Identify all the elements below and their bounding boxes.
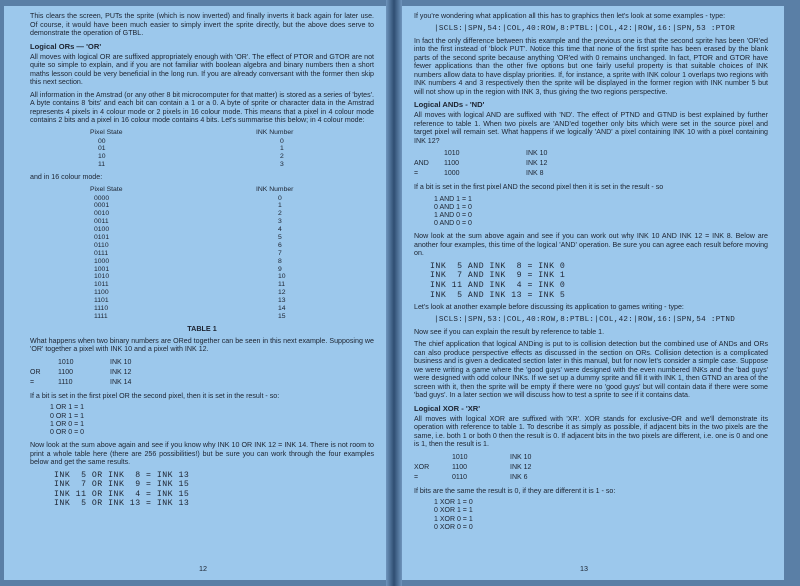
- table-header: [30, 129, 374, 138]
- cell-pixel: 0000: [94, 194, 110, 202]
- sum-row: [414, 453, 768, 463]
- cell-pixel: 0110: [94, 241, 109, 249]
- and-paragraph-6: The chief application that logical ANDing is put to is collision detection but the combined use of ANDs and ORs can also produce perspective effects as discussed in the section on ORs. Collision detection is a complicated business and is given a dedicated section later in this manual, but for now let's consider a simple case. Suppose we were writing a game where the 'good guys' were designed with the even numbered INKs and the 'bad guys' were designed with odd colour INKs. If we set up a dummy sprite and fill it with INK 1, then GTND an area of the screen with it, then the sprite will be empty if there were no 'good guys' but will contain data if there were some 'bad guys'. In a later section we will discuss how to test a sprite to see if it contains data.: [414, 340, 768, 400]
- and-sum: [414, 149, 768, 179]
- sum-operator: =: [414, 170, 419, 177]
- cell-pixel: 1011: [94, 281, 109, 289]
- cell-pixel: 1100: [94, 289, 109, 297]
- or-examples: [54, 471, 374, 509]
- table-16-colour: [30, 186, 374, 321]
- sum-binary: 1100: [452, 463, 468, 471]
- table-row: [30, 202, 374, 210]
- sum-ink: INK 12: [526, 160, 548, 167]
- cell-ink: 10: [278, 273, 286, 281]
- heading-logical-and: Logical ANDs - 'ND': [414, 100, 485, 109]
- cell-ink: 11: [278, 281, 286, 289]
- cell-ink: 4: [278, 226, 282, 234]
- mode16-label: and in 16 colour mode:: [30, 173, 103, 182]
- table-caption: TABLE 1: [187, 323, 217, 333]
- example-line: INK 5 OR INK 13 = INK 13: [54, 499, 190, 509]
- sum-binary: 1110: [58, 378, 73, 386]
- cell-ink: 15: [278, 312, 286, 320]
- and-examples: [430, 262, 768, 300]
- sum-operator: AND: [414, 160, 429, 167]
- cell-ink: 1: [278, 202, 282, 210]
- sum-ink: INK 10: [110, 358, 132, 366]
- cell-ink: 0: [280, 137, 284, 145]
- table-row: [30, 305, 374, 313]
- sum-ink: INK 12: [510, 463, 532, 471]
- example-line: INK 11 AND INK 4 = INK 0: [430, 281, 566, 290]
- right-page: [402, 6, 784, 580]
- sum-row: [414, 159, 768, 169]
- header-ink-number: INK Number: [256, 185, 294, 193]
- table-row: [30, 297, 374, 305]
- example-line: INK 5 AND INK 13 = INK 5: [430, 290, 566, 300]
- sum-operator: XOR: [414, 463, 430, 471]
- truth-row: 0 XOR 1 = 1: [434, 507, 473, 515]
- sum-row: [414, 473, 768, 483]
- table-row: [30, 273, 374, 281]
- sum-ink: INK 12: [110, 368, 132, 376]
- table-row: [30, 313, 374, 321]
- cell-pixel: 1101: [94, 297, 109, 305]
- cell-ink: 3: [280, 161, 284, 169]
- page-number: 12: [199, 564, 207, 573]
- table-row: [30, 226, 374, 234]
- or-application-paragraph: In fact the only difference between this example and the previous one is that the second sprite has been 'OR'ed into the first instead of 'block PUT'. Notice this time that none of the first sprite has been erased by the blank parts of the second sprite because anything 'OR'ed with 0 remains unchanged. In fact, PTOR and GTOR have fewer applications than the other five options but one fairly useful property is that suitable choices of INK numbers allow data to have display priorities. If, for instance, a sprite with INK colour 1 overlaps two regions with INK numbers 4 and 3 respectively then the sprite will be displayed in the former region with INK number 5 but will not show up in the region with INK 3, thus giving the two regions perspective.: [414, 36, 768, 96]
- intro-paragraph: If you're wondering what application all this has to graphics then let's look at some examples - type:: [414, 12, 726, 20]
- cell-pixel: 1110: [94, 305, 109, 313]
- cell-ink: 2: [280, 153, 284, 161]
- truth-row: 1 OR 0 = 1: [50, 420, 85, 428]
- example-line: INK 11 OR INK 4 = INK 15: [54, 489, 190, 499]
- cell-ink: 9: [278, 265, 282, 273]
- xor-truth-table: [434, 499, 768, 532]
- cell-ink: 3: [278, 218, 282, 226]
- table-header: [30, 186, 374, 195]
- table-row: [30, 234, 374, 242]
- truth-row: 1 OR 1 = 1: [50, 404, 85, 412]
- truth-row: 0 OR 1 = 1: [50, 412, 85, 420]
- example-line: INK 7 OR INK 9 = INK 15: [54, 480, 190, 490]
- sum-binary: 1010: [452, 453, 468, 461]
- cell-pixel: 11: [98, 161, 106, 169]
- sum-ink: INK 6: [510, 473, 528, 481]
- table-row: [30, 145, 374, 153]
- cell-pixel: 10: [98, 153, 106, 161]
- sum-binary: 1100: [58, 368, 74, 376]
- truth-row: 0 AND 0 = 0: [434, 220, 472, 228]
- heading-logical-xor: Logical XOR - 'XR': [414, 403, 481, 413]
- xor-paragraph-2: If bits are the same the result is 0, if they are different it is 1 - so:: [414, 486, 616, 495]
- header-pixel-state: Pixel State: [90, 185, 123, 193]
- table-row: [30, 153, 374, 161]
- sum-ink: INK 10: [526, 150, 548, 157]
- truth-row: 1 XOR 0 = 1: [434, 515, 473, 523]
- cell-ink: 8: [278, 257, 282, 265]
- cell-ink: 13: [278, 297, 286, 305]
- sum-ink: INK 10: [510, 453, 532, 461]
- page-number: 13: [580, 564, 588, 573]
- or-paragraph-1: All moves with logical OR are suffixed appropriately enough with 'OR'. The effect of PTOR and GTOR are not quite so simple to explain, and if you are not familiar with boolean algebra and binary numbers then a short maths lesson could be very beneficial in the long run. If you are already conversant with the former then skip this next section.: [30, 52, 374, 86]
- table-row: [30, 250, 374, 258]
- table-row: [30, 210, 374, 218]
- table-row: [30, 289, 374, 297]
- cell-ink: 5: [278, 234, 282, 242]
- intro-paragraph: This clears the screen, PUTs the sprite (which is now inverted) and finally inverts it back again for later use. Of course, it would have been much easier to simply invert the sprite directly, but the above does serve to demonstrate the operation of GTBL.: [30, 12, 374, 37]
- cell-ink: 7: [278, 249, 282, 257]
- table-4-colour: [30, 129, 374, 170]
- cell-pixel: 1010: [94, 273, 110, 281]
- table-row: [30, 161, 374, 169]
- cell-pixel: 0100: [94, 226, 110, 234]
- or-truth-table: [50, 404, 374, 437]
- cell-pixel: 0001: [94, 202, 110, 210]
- example-line: INK 5 OR INK 8 = INK 13: [54, 470, 190, 480]
- cell-ink: 2: [278, 210, 282, 218]
- or-paragraph-3: What happens when two binary numbers are ORed together can be seen in this next example. Supposing we 'OR' together a pixel with INK 10 and a pixel with INK 12.: [30, 336, 374, 354]
- table-row: [30, 258, 374, 266]
- cell-ink: 12: [278, 289, 286, 297]
- and-paragraph-2: If a bit is set in the first pixel AND the second pixel then it is set in the result - so: [414, 183, 664, 191]
- sum-binary: 0110: [452, 473, 468, 481]
- and-paragraph-1: All moves with logical AND are suffixed with 'ND'. The effect of PTND and GTND is best explained by further reference to table 1. When two pixels are 'AND'ed together only bits which were set in the source pixel and target pixel will remain set. What happens if we logically 'AND' a pixel containing INK 10 with a pixel containing INK 12?: [414, 111, 768, 145]
- heading-logical-or: Logical ORs — 'OR': [30, 41, 102, 51]
- sum-row: [30, 358, 374, 368]
- command-line-or: |SCLS:|SPN,54:|COL,40:ROW,8:PTBL:|COL,42:|ROW,16:|SPN,53 :PTOR: [434, 24, 736, 33]
- left-page: [4, 6, 386, 580]
- sum-operator: OR: [30, 368, 41, 376]
- cell-pixel: 01: [98, 145, 106, 153]
- sum-binary: 1010: [444, 150, 460, 157]
- xor-sum: [414, 453, 768, 483]
- sum-binary: 1010: [58, 358, 74, 366]
- cell-ink: 14: [278, 305, 286, 313]
- truth-row: 0 AND 1 = 0: [434, 203, 472, 211]
- sum-operator: =: [30, 378, 35, 386]
- cell-ink: 6: [278, 241, 282, 249]
- or-sum: [30, 358, 374, 388]
- or-paragraph-2: All information in the Amstrad (or any other 8 bit microcomputer for that matter) is stored as a series of 'bytes'. A byte contains 8 'bits' and each bit can contain a 1 or a 0. A byte of sprite or character data in the Amstrad represents 4 pixels in 4 colour mode or 2 pixels in 16 colour mode. This means that a pixel in 4 colour mode contains 2 bits and a pixel in 16 colour mode contains 4 bits. Let's summarise this below; in 4 colour mode:: [30, 90, 374, 124]
- truth-row: 1 AND 0 = 0: [434, 211, 472, 219]
- truth-row: 1 AND 1 = 1: [434, 195, 472, 203]
- and-paragraph-4: Let's look at another example before discussing its application to games writing - type:: [414, 303, 684, 312]
- truth-row: 1 XOR 1 = 0: [434, 499, 473, 507]
- and-paragraph-3: Now look at the sum above again and see if you can work out why INK 10 AND INK 12 = INK 8. Below are another four examples, this time of the logical 'AND' operation. Be sure you can agree each result before moving on.: [414, 232, 768, 258]
- example-line: INK 7 AND INK 9 = INK 1: [430, 271, 566, 281]
- header-pixel-state: Pixel State: [90, 128, 123, 136]
- truth-row: 0 XOR 0 = 0: [434, 523, 473, 531]
- table-row: [30, 218, 374, 226]
- cell-pixel: 1001: [94, 265, 110, 273]
- table-row: [30, 195, 374, 203]
- cell-ink: 0: [278, 194, 282, 202]
- and-paragraph-5: Now see if you can explain the result by reference to table 1.: [414, 327, 605, 336]
- or-paragraph-5: Now look at the sum above again and see if you know why INK 10 OR INK 12 = INK 14. There is not room to print a whole table here (there are 256 possibilities!) but be sure you can work through the four examples below and get the same results.: [30, 441, 374, 467]
- and-truth-table: [434, 196, 768, 229]
- cell-pixel: 00: [98, 137, 106, 145]
- or-paragraph-4: If a bit is set in the first pixel OR the second pixel, then it is set in the result - so:: [30, 391, 280, 400]
- cell-pixel: 0010: [94, 210, 110, 218]
- sum-ink: INK 8: [526, 170, 544, 177]
- sum-binary: 1100: [444, 160, 460, 167]
- table-row: [30, 242, 374, 250]
- book-gutter: [386, 0, 402, 586]
- sum-row: [30, 368, 374, 378]
- sum-binary: 1000: [444, 170, 460, 177]
- cell-pixel: 0101: [94, 234, 110, 242]
- sum-row: [414, 463, 768, 473]
- command-line-and: |SCLS:|SPN,53:|COL,40:ROW,8:PTBL:|COL,42:|ROW,16:|SPN,54 :PTND: [434, 315, 736, 324]
- cell-pixel: 0011: [94, 218, 109, 226]
- sum-ink: INK 14: [110, 378, 132, 386]
- sum-row: [30, 378, 374, 388]
- table-row: [30, 281, 374, 289]
- cell-pixel: 1111: [94, 312, 108, 320]
- header-ink-number: INK Number: [256, 128, 294, 136]
- table-row: [30, 266, 374, 274]
- truth-row: 0 OR 0 = 0: [50, 428, 85, 436]
- sum-row: [414, 169, 768, 179]
- example-line: INK 5 AND INK 8 = INK 0: [430, 261, 566, 271]
- sum-operator: =: [414, 473, 419, 481]
- table-row: [30, 138, 374, 146]
- xor-paragraph-1: All moves with logical XOR are suffixed with 'XR'. XOR stands for exclusive-OR and we'll demonstrate its operation with reference to table 1. To describe it as simply as possible, if adjacent bits in the two pixels are the same, i.e. both 1 or both 0 then the result is 0. If adjacent bits in the two pixels are different, i.e. one is 0 and one is 1, then the result is 1.: [414, 414, 768, 449]
- sum-row: [414, 149, 768, 159]
- cell-pixel: 1000: [94, 257, 110, 265]
- cell-ink: 1: [280, 145, 284, 153]
- cell-pixel: 0111: [94, 249, 109, 257]
